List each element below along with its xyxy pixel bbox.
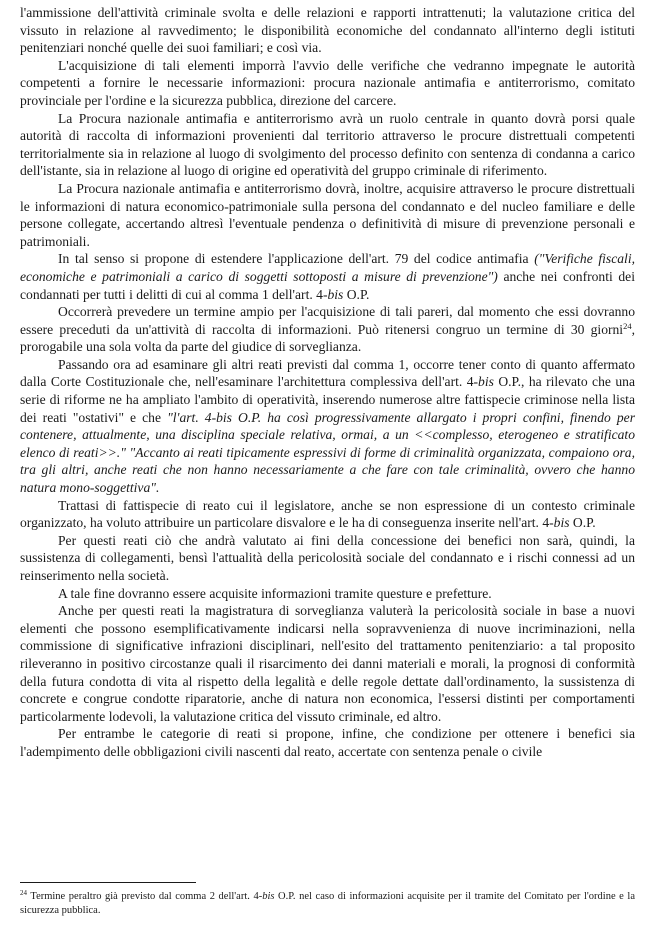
paragraph-8-text-a: Trattasi di fattispecie di reato cui il legislatore, anche se non espressione di un contesto criminale organizzato, ha voluto attribuire un particolare disvalore e le ha di conseguenza inserite nell'art. 4- [20, 497, 635, 531]
paragraph-7 [20, 356, 635, 497]
paragraph-7-bis: bis [478, 374, 494, 390]
footnote-text-a: Termine peraltro già previsto dal comma 2 dell'art. 4- [27, 891, 263, 902]
paragraph-6-text-a: Occorrerà prevedere un termine ampio per l'acquisizione di tali pareri, dal momento che essi dovranno essere preceduti da un'attività di raccolta di informazioni. Può ritenersi congruo un termine di 30 giorni [20, 304, 635, 337]
paragraph-3: La Procura nazionale antimafia e antiterrorismo avrà un ruolo centrale in quanto dovrà porsi quale autorità di raccolta di informazioni provenienti dal territorio attraverso le procure distrettuali competenti territorialmente sia in relazione al luogo di svolgimento del processo definito con sentenza di condanna a carico dell'istante, sia in relazione al luogo di origine ed operatività del gruppo criminale di riferimento. [20, 110, 635, 179]
paragraph-7-quotation: "l'art. 4-bis O.P. ha così progressivamente allargato i propri confini, finendo per contenere, attualmente, una disciplina speciale relativa, ormai, a un <<complesso, eterogeneo e stratificato elenco di reati>>." "Accanto ai reati tipicamente espressivi di forme di criminalità organizzata, compaiono ora, tra gli altri, anche reati che non hanno necessariamente a che fare con tale criminalità, ovvero che hanno natura mono-soggettiva". [20, 409, 635, 496]
paragraph-2: L'acquisizione di tali elementi imporrà l'avvio delle verifiche che vedranno impegnate le autorità competenti a fornire le necessarie informazioni: procura nazionale antimafia e antiterrorismo, comitato provinciale per l'ordine e la sicurezza pubblica, direzione del carcere. [20, 57, 635, 108]
paragraph-7-text-a: Passando ora ad esaminare gli altri reati previsti dal comma 1, occorre tener conto di quanto affermato dalla Corte Costituzionale che, nell'esaminare l'architettura complessiva dell'art. 4- [20, 356, 635, 390]
paragraph-5-text-b: anche nei confronti dei condannati per tutti i delitti di cui al comma 1 dell'art. 4- [20, 268, 635, 302]
paragraph-10: A tale fine dovranno essere acquisite informazioni tramite questure e prefetture. [58, 585, 492, 601]
footnote-ref-24[interactable]: 24 [623, 320, 632, 331]
footnote-bis: bis [262, 891, 275, 902]
paragraph-7-text-b: O.P., ha rilevato che una serie di riforme ne ha ampliato l'ambito di operatività, inserendo numerose altre fattispecie criminose nella lista dei reati "ostativi" e che [20, 374, 635, 425]
paragraph-8-bis: bis [553, 515, 570, 531]
paragraph-1: l'ammissione dell'attività criminale svolta e delle relazioni e rapporti intrattenuti; la valutazione critica del vissuto in relazione al ravvedimento; le disponibilità economiche del condannato all'interno degli istituti penitenziari nonché quelle dei suoi familiari; e così via. [20, 5, 635, 56]
paragraph-8 [20, 497, 635, 532]
paragraph-5-text-a: In tal senso si propone di estendere l'applicazione dell'art. 79 del codice antimafia [58, 251, 535, 267]
paragraph-11: Anche per questi reati la magistratura di sorveglianza valuterà la pericolosità sociale in base a nuovi elementi che possono esemplificativamente indicarsi nella sopravvenienza di nuove incriminazioni, nella commissione di significative infrazioni disciplinari, nell'esito del trattamento penitenziario: a tal proposito rileveranno in positivo circostanze quali il risarcimento dei danni materiali e morali, la prognosi di conformità della futura condotta di vita al rispetto della legalità e delle regole dettate dall'ordinamento, la sussistenza di concrete e congrue condotte riparatorie, anche di natura non economica, l'essersi distinti per comportamenti particolarmente lodevoli, la valutazione critica del vissuto criminale, ed altro. [20, 603, 635, 724]
footnote-number: 24 [20, 889, 27, 897]
footnote-24 [20, 890, 635, 917]
paragraph-8-text-b: O.P. [569, 515, 596, 531]
paragraph-5-bis: bis [327, 286, 344, 302]
paragraph-9: Per questi reati ciò che andrà valutato ai fini della concessione dei benefici non sarà, quindi, la sussistenza di collegamenti, bensì l'attualità della pericolosità sociale del condannato e i rischi connessi ad un reinserimento nella società. [20, 532, 635, 583]
paragraph-12: Per entrambe le categorie di reati si propone, infine, che condizione per ottenere i benefici sia l'adempimento delle obbligazioni civili nascenti dal reato, accertate con sentenza penale o civile [20, 726, 635, 759]
footnote-text-b: O.P. nel caso di informazioni acquisite per il tramite del Comitato per l'ordine e la sicurezza pubblica. [20, 891, 635, 916]
paragraph-5 [20, 250, 635, 303]
paragraph-5-text-c: O.P. [343, 286, 370, 302]
paragraph-5-citation: ("Verifiche fiscali, economiche e patrimoniali a carico di soggetti sottoposti a misure di prevenzione") [20, 251, 636, 284]
paragraph-6-text-b: , prorogabile una sola volta da parte del giudice di sorveglianza. [20, 321, 635, 355]
paragraph-4: La Procura nazionale antimafia e antiterrorismo dovrà, inoltre, acquisire attraverso le procure distrettuali le informazioni di natura economico-patrimoniale sulla persona del condannato e del nucleo familiare e delle persone collegate, accertando altresì l'eventuale pendenza o definitività di misure di prevenzione personali e patrimoniali. [20, 180, 635, 249]
footnote-separator [20, 882, 196, 883]
paragraph-6 [20, 303, 635, 356]
